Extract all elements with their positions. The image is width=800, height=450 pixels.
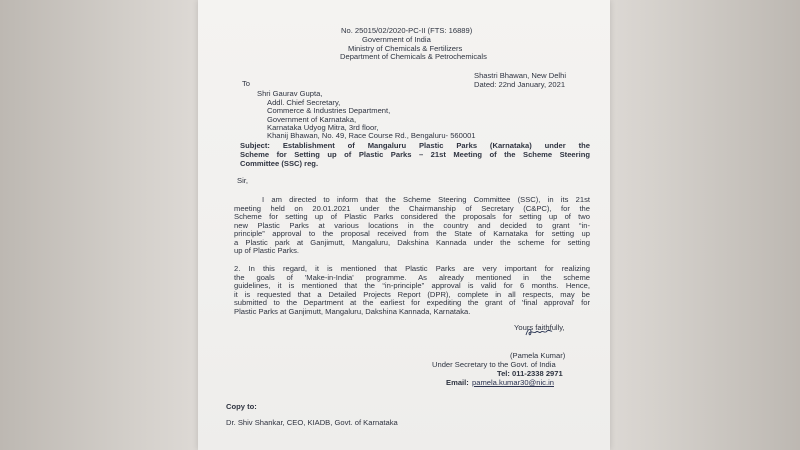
- copy-to-label: Copy to:: [226, 402, 257, 411]
- government-line: Government of India: [362, 35, 431, 44]
- para1-line: meeting held on 20.01.2021 under the Chairmanship of Secretary (C&PC), for the: [234, 204, 590, 213]
- signatory-name: (Pamela Kumar): [510, 351, 566, 360]
- addressee-line: Government of Karnataka,: [267, 115, 357, 124]
- signatory-designation: Under Secretary to the Govt. of India: [432, 360, 556, 369]
- subject-line: Scheme for Setting up of Plastic Parks – 21st Meeting of the Scheme Steering: [240, 150, 590, 159]
- left-background: [0, 0, 205, 450]
- salutation: Sir,: [237, 176, 248, 185]
- email-link[interactable]: pamela.kumar30@nic.in: [472, 378, 554, 387]
- signature-icon: [524, 326, 554, 338]
- para2-line: it is requested that a Detailed Projects Report (DPR), complete in all respects, may be: [234, 290, 590, 299]
- date: Dated: 22nd January, 2021: [474, 80, 566, 89]
- addressee-line: Addl. Chief Secretary,: [267, 98, 341, 107]
- reference-number: No. 25015/02/2020-PC-II (FTS: 16889): [341, 26, 473, 35]
- copy-to-recipient: Dr. Shiv Shankar, CEO, KIADB, Govt. of Karnataka: [226, 418, 398, 427]
- addressee-line: Shri Gaurav Gupta,: [257, 89, 323, 98]
- para2-line: Plastic Parks at Ganjimutt, Mangaluru, Dakshina Kannada, Karnataka.: [234, 307, 471, 316]
- subject-line: Committee (SSC) reg.: [240, 159, 319, 168]
- para2-line: guidelines, it is mentioned that the “in-principle” approval is valid for 6 months. Hence,: [234, 281, 590, 290]
- right-background: [595, 0, 800, 450]
- yours-faithfully: Yours faithfully,: [514, 323, 565, 332]
- subject-line: Subject: Establishment of Mangaluru Plastic Parks (Karnataka) under the: [240, 141, 590, 150]
- para1-line: principle” approval to the proposal received from the State of Karnataka for setting up: [234, 229, 590, 238]
- telephone: Tel: 011-2338 2971: [497, 369, 563, 378]
- email-label: Email:: [446, 378, 469, 387]
- addressee-line: Karnataka Udyog Mitra, 3rd floor,: [267, 123, 379, 132]
- addressee-line: Commerce & Industries Department,: [267, 106, 391, 115]
- para1-line: up of Plastic Parks.: [234, 246, 299, 255]
- para1-line: Scheme for setting up of Plastic Parks considered the proposals for setting up of two: [234, 212, 590, 221]
- para1-line: I am directed to inform that the Scheme Steering Committee (SSC), in its 21st: [262, 195, 590, 204]
- para1-line: new Plastic Parks at various locations in the country and decided to grant “in-: [234, 221, 590, 230]
- para2-line: submitted to the Department at the earliest for expediting the grant of 'final approval' for: [234, 298, 590, 307]
- para2-line: the goals of 'Make-in-India' programme. As already mentioned in the scheme: [234, 273, 590, 282]
- addressee-line: Khanij Bhawan, No. 49, Race Course Rd., Bengaluru- 560001: [267, 131, 476, 140]
- ministry-line: Ministry of Chemicals & Fertilizers: [348, 44, 463, 53]
- para1-line: a Plastic park at Ganjimutt, Mangaluru, Dakshina Kannada under the scheme for setting: [234, 238, 590, 247]
- place: Shastri Bhawan, New Delhi: [474, 71, 567, 80]
- to-label: To: [242, 79, 251, 88]
- department-line: Department of Chemicals & Petrochemicals: [340, 52, 487, 61]
- para2-line: 2. In this regard, it is mentioned that Plastic Parks are very important for realizing: [234, 264, 590, 273]
